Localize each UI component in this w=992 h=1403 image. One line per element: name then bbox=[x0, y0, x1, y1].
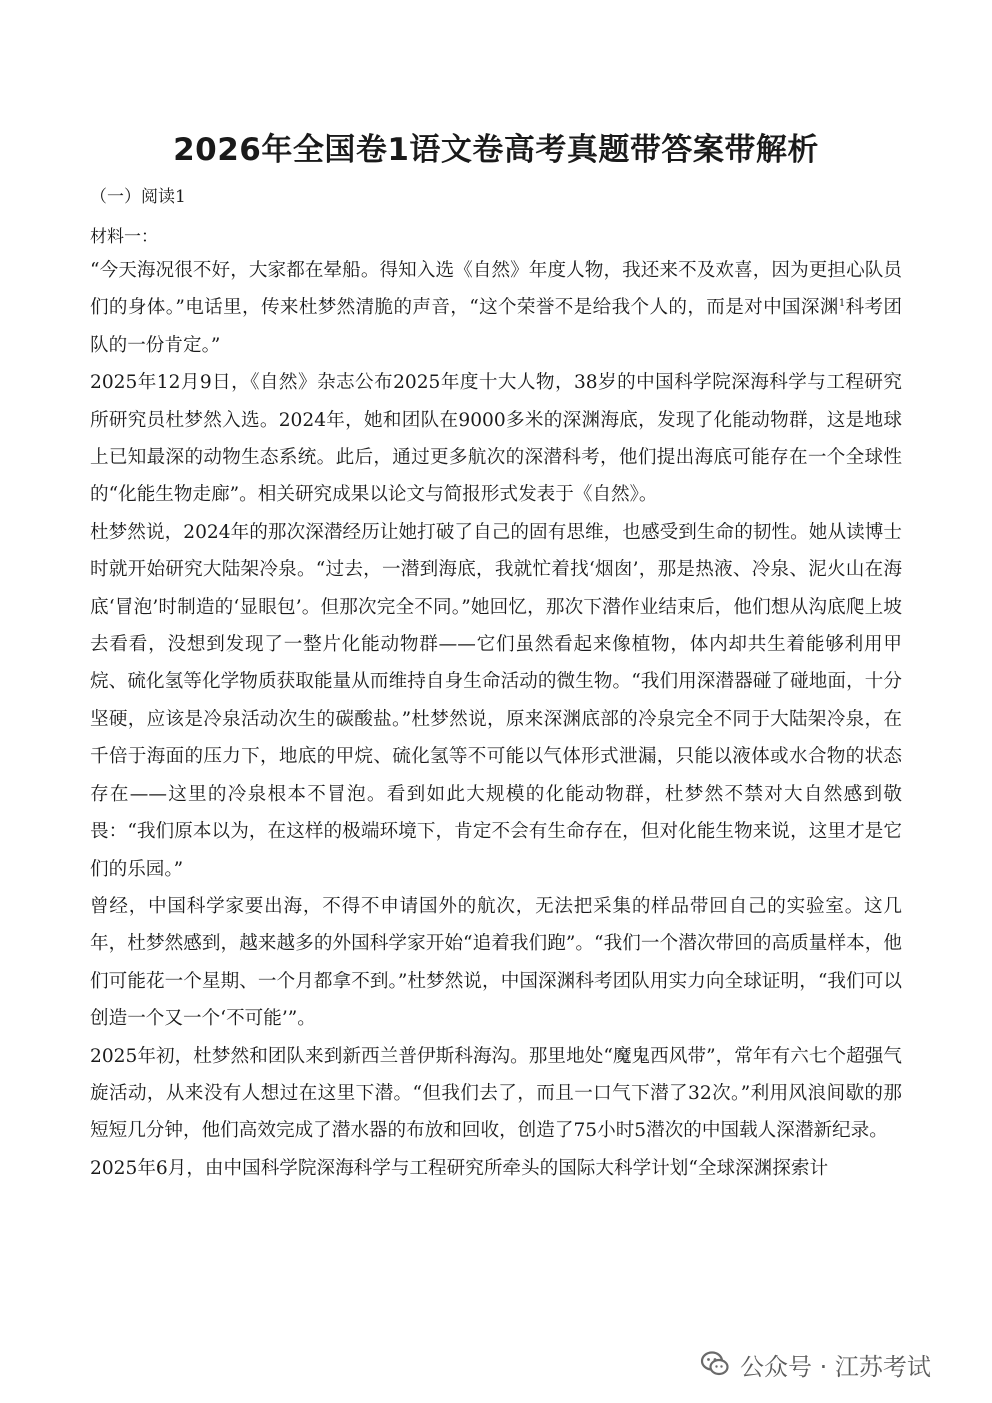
footnote-marker: 1 bbox=[838, 298, 846, 310]
paragraph-text: “今天海况很不好，大家都在晕船。得知入选《自然》年度人物，我还来不及欢喜，因为更担心队员们的身体。”电话里，传来杜梦然清脆的声音，“这个荣誉不是给我个人的，而是对中国深渊 bbox=[90, 260, 902, 319]
paragraph: 2025年12月9日，《自然》杂志公布2025年度十大人物，38岁的中国科学院深海科学与工程研究所研究员杜梦然入选。2024年，她和团队在9000多米的深渊海底，发现了化能动物群，这是地球上已知最深的动物生态系统。此后，通过更多航次的深潜科考，他们提出海底可能存在一个全球性的“化能生物走廊”。相关研究成果以论文与简报形式发表于《自然》。 bbox=[90, 372, 902, 506]
watermark-text: 公众号 · 江苏考试 bbox=[740, 1352, 931, 1381]
paragraph: 杜梦然说，2024年的那次深潜经历让她打破了自己的固有思维，也感受到生命的韧性。她从读博士时就开始研究大陆架冷泉。“过去，一潜到海底，我就忙着找‘烟囱’，那是热液、冷泉、泥火山在海底‘冒泡’时制造的‘显眼包’。但那次完全不同。”她回忆，那次下潜作业结束后，他们想从沟底爬上坡去看看，没想到发现了一整片化能动物群——它们虽然看起来像植物，体内却共生着能够利用甲烷、硫化氢等化学物质获取能量从而维持自身生命活动的微生物。“我们用深潜器碰了碰地面，十分坚硬，应该是冷泉活动次生的碳酸盐。”杜梦然说，原来深渊底部的冷泉完全不同于大陆架冷泉，在千倍于海面的压力下，地底的甲烷、硫化氢等不可能以气体形式泄漏，只能以液体或水合物的状态存在——这里的冷泉根本不冒泡。看到如此大规模的化能动物群，杜梦然不禁对大自然感到敬畏：“我们原本以为，在这样的极端环境下，肯定不会有生命存在，但对化能生物来说，这里才是它们的乐园。” bbox=[90, 521, 902, 880]
paragraph bbox=[90, 252, 902, 364]
document-title: 2026年全国卷1语文卷高考真题带答案带解析 bbox=[173, 132, 819, 168]
watermark bbox=[700, 1344, 931, 1384]
paragraph: 2025年初，杜梦然和团队来到新西兰普伊斯科海沟。那里地处“魔鬼西风带”，常年有六七个超强气旋活动，从来没有人想过在这里下潜。“但我们去了，而且一口气下潜了32次。”利用风浪间歇的那短短几分钟，他们高效完成了潜水器的布放和回收，创造了75小时5潜次的中国载人深潜新纪录。 bbox=[90, 1045, 902, 1142]
section-heading: （一）阅读1 bbox=[90, 187, 186, 207]
paragraph: 2025年6月，由中国科学院深海科学与工程研究所牵头的国际大科学计划“全球深渊探索计 bbox=[90, 1157, 829, 1179]
paragraph-text: 科考团队的一份肯定。” bbox=[90, 297, 902, 356]
paragraph: 曾经，中国科学家要出海，不得不申请国外的航次，无法把采集的样品带回自己的实验室。这几年，杜梦然感到，越来越多的外国科学家开始“追着我们跑”。“我们一个潜次带回的高质量样本，他们可能花一个星期、一个月都拿不到。”杜梦然说，中国深渊科考团队用实力向全球证明，“我们可以创造一个又一个‘不可能’”。 bbox=[90, 895, 902, 1030]
article-body bbox=[90, 252, 902, 1187]
wechat-icon bbox=[700, 1349, 730, 1379]
material-heading: 材料一： bbox=[90, 227, 158, 247]
